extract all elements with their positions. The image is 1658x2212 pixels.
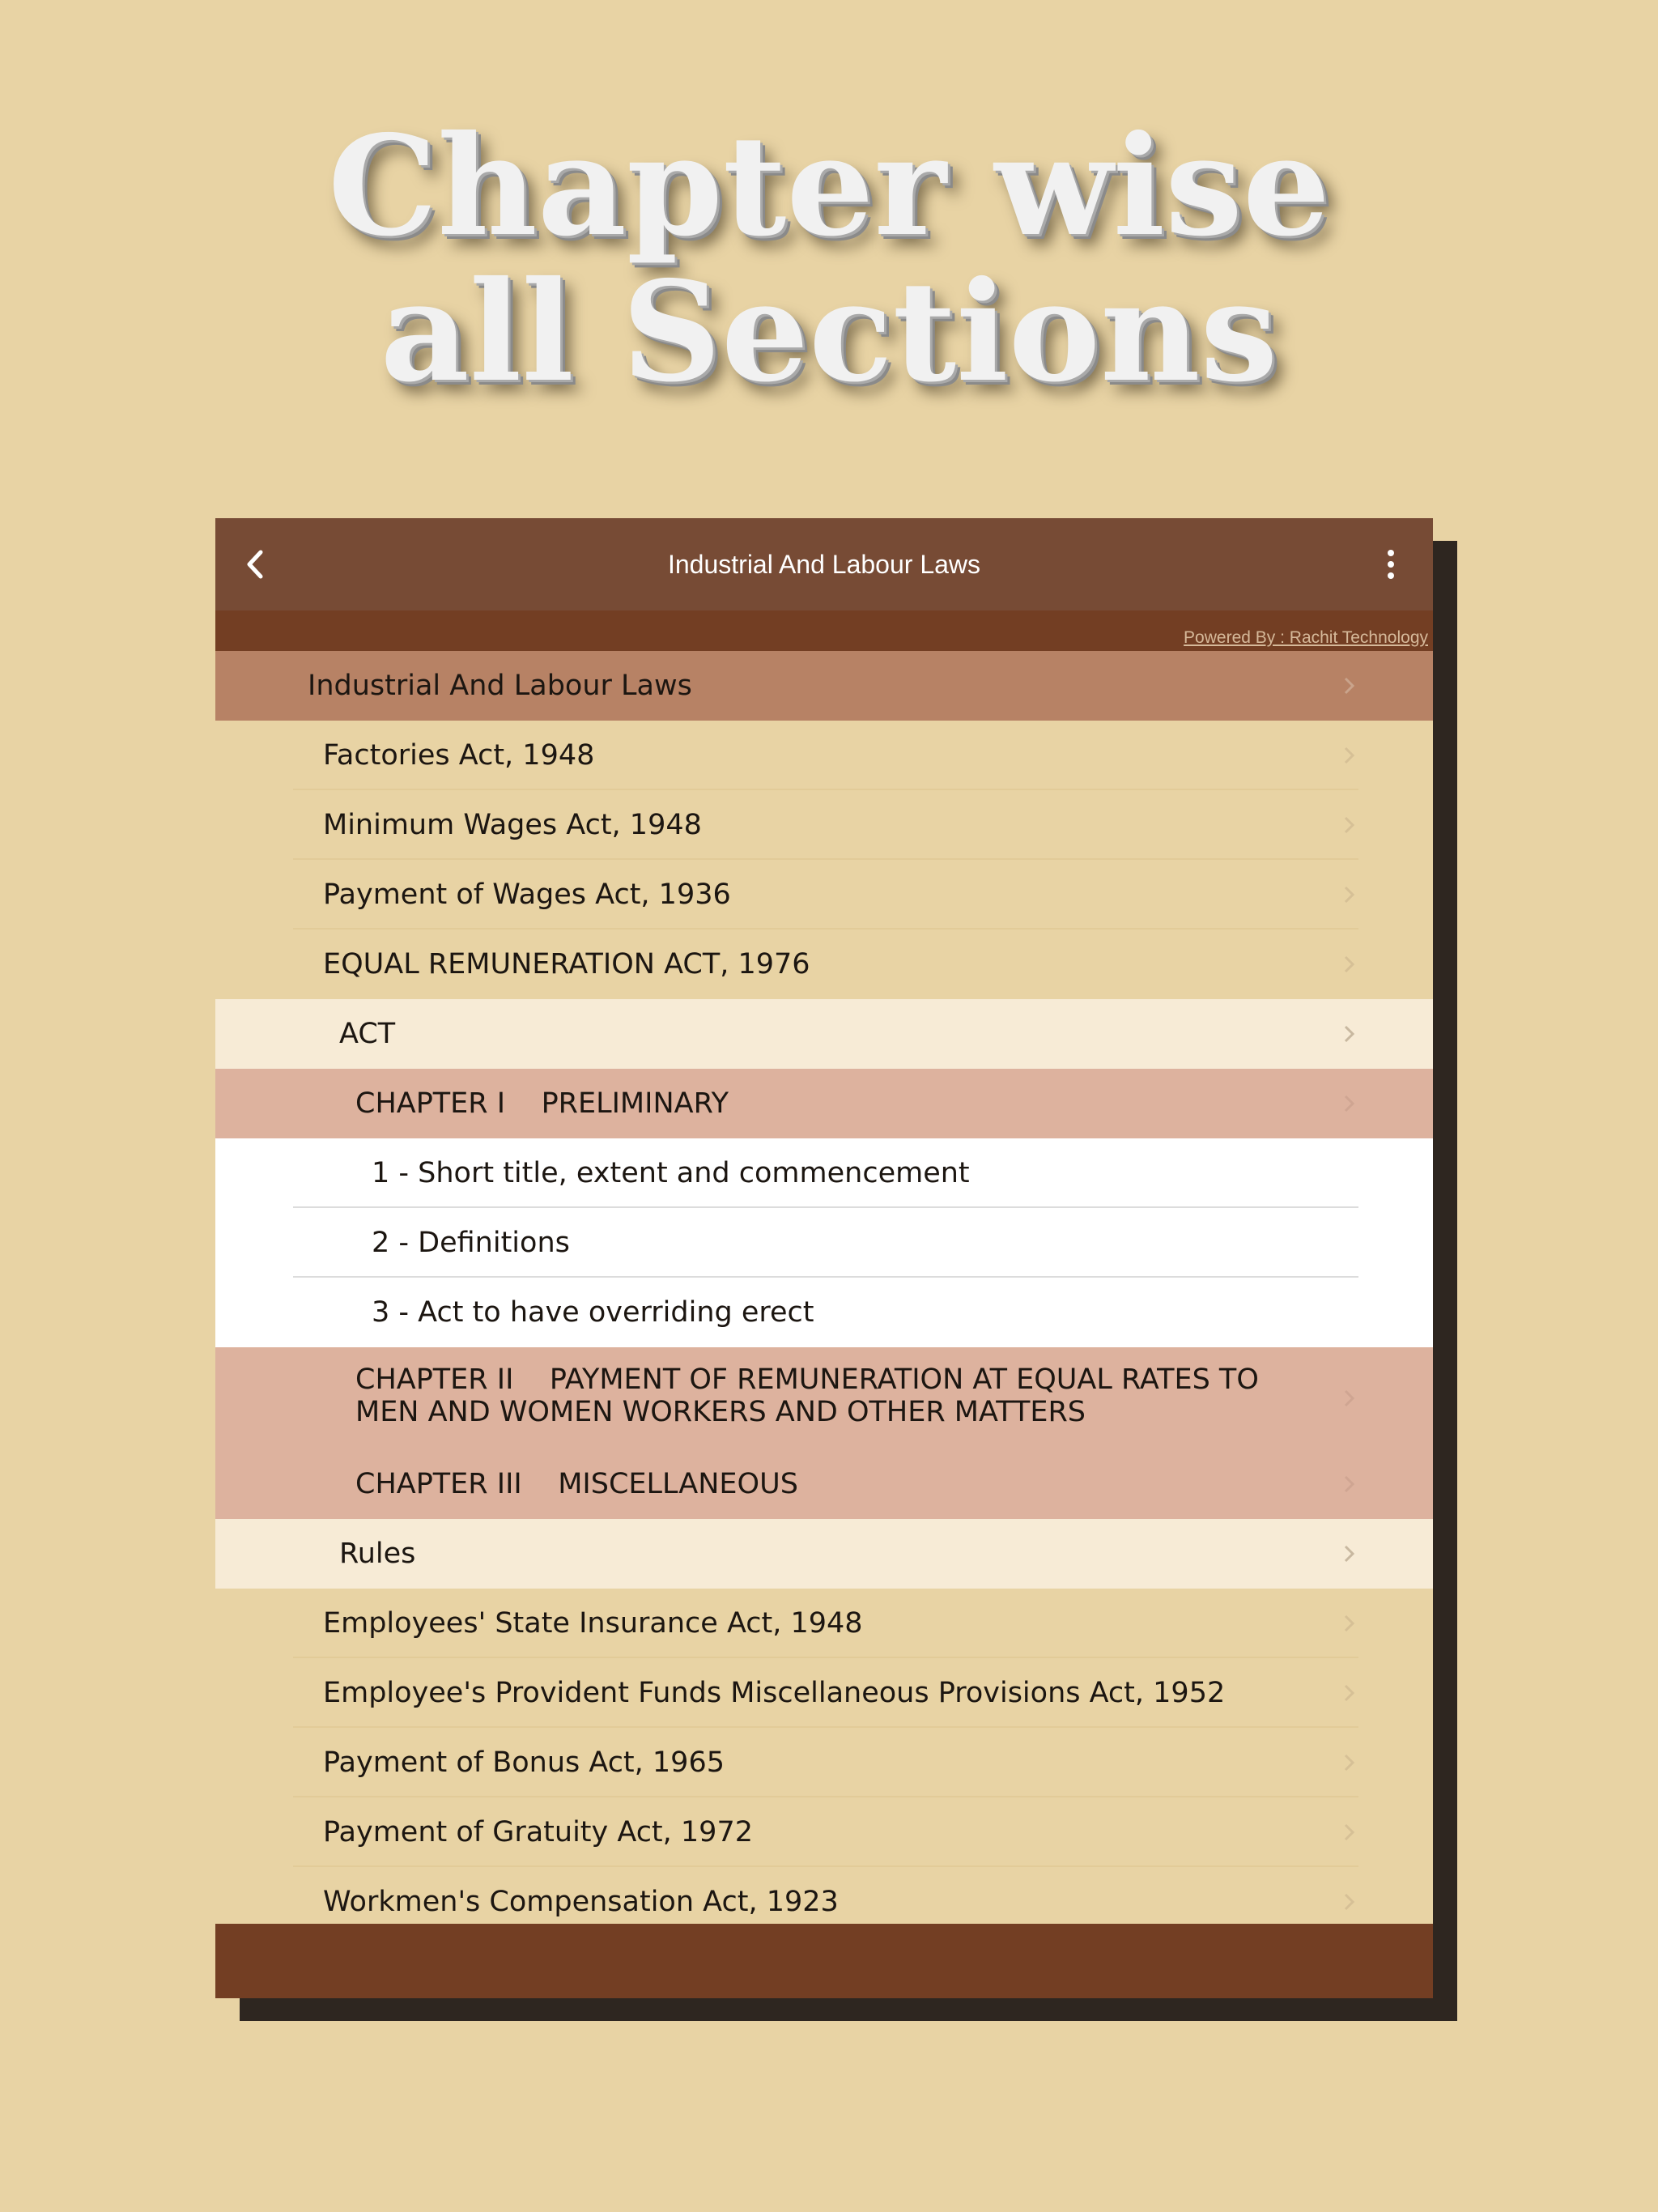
bottom-bar [215, 1924, 1433, 1998]
list-item-root[interactable] [215, 651, 1433, 721]
list-item[interactable] [215, 790, 1433, 860]
chevron-right-icon [1341, 675, 1357, 696]
list-item-label: 2 - Definitions [372, 1227, 570, 1259]
list-item-label: Minimum Wages Act, 1948 [323, 809, 702, 841]
list-item-label: CHAPTER III MISCELLANEOUS [355, 1468, 798, 1500]
chevron-right-icon [1341, 1822, 1357, 1843]
chevron-right-icon [1341, 1093, 1357, 1114]
chevron-right-icon [1341, 745, 1357, 766]
list-item-label: Employee's Provident Funds Miscellaneous Provisions Act, 1952 [323, 1677, 1226, 1709]
page-title: Industrial And Labour Laws [667, 550, 981, 579]
more-vertical-icon[interactable] [1383, 544, 1399, 585]
list-item-chapter-1[interactable] [215, 1069, 1433, 1138]
list-item[interactable] [215, 1658, 1433, 1728]
list-item-rules[interactable] [215, 1519, 1433, 1589]
chevron-right-icon [1341, 815, 1357, 836]
list-item-label: Payment of Bonus Act, 1965 [323, 1746, 725, 1779]
chevron-right-icon [1341, 1682, 1357, 1704]
list-item-label: CHAPTER I PRELIMINARY [355, 1087, 729, 1120]
chevron-right-icon [1341, 1613, 1357, 1634]
list-item[interactable] [215, 1797, 1433, 1867]
list-item-label: Workmen's Compensation Act, 1923 [323, 1886, 839, 1918]
list-item-label: Factories Act, 1948 [323, 739, 595, 772]
chevron-right-icon [1341, 1543, 1357, 1564]
list-item[interactable] [215, 860, 1433, 929]
chevron-right-icon [1341, 1891, 1357, 1912]
navigation-bar [215, 518, 1433, 610]
chevron-right-icon [1341, 1388, 1357, 1409]
list-item-label: CHAPTER II PAYMENT OF REMUNERATION AT EQUAL RATES TO MEN AND WOMEN WORKERS AND OTHER MATTERS [355, 1363, 1269, 1428]
list-item-label: Payment of Wages Act, 1936 [323, 878, 731, 911]
tree-list [215, 651, 1433, 1937]
list-item-section[interactable] [215, 1208, 1433, 1278]
chevron-right-icon [1341, 1023, 1357, 1044]
powered-by-bar [215, 610, 1433, 651]
app-screen [215, 518, 1433, 1998]
chevron-right-icon [1341, 884, 1357, 905]
hero-line-1: Chapter wise [327, 105, 1331, 267]
list-item-label: Industrial And Labour Laws [308, 670, 692, 702]
list-item-label: Payment of Gratuity Act, 1972 [323, 1816, 753, 1848]
chevron-right-icon [1341, 954, 1357, 975]
hero-line-2: all Sections [380, 251, 1278, 413]
list-item[interactable] [215, 1728, 1433, 1797]
list-item[interactable] [215, 721, 1433, 790]
hero-heading [0, 105, 1658, 413]
list-item-label: Employees' State Insurance Act, 1948 [323, 1607, 863, 1640]
chevron-right-icon [1341, 1474, 1357, 1495]
powered-by-link[interactable]: Powered By : Rachit Technology [1184, 628, 1428, 647]
list-item-act[interactable] [215, 999, 1433, 1069]
list-item-chapter-2[interactable] [215, 1347, 1433, 1449]
list-item-chapter-3[interactable] [215, 1449, 1433, 1519]
list-item-label: EQUAL REMUNERATION ACT, 1976 [323, 948, 810, 981]
list-item-label: 1 - Short title, extent and commencement [372, 1157, 970, 1189]
list-item[interactable] [215, 929, 1433, 999]
list-item-section[interactable] [215, 1278, 1433, 1347]
list-item-section[interactable] [215, 1138, 1433, 1208]
list-item-label: 3 - Act to have overriding erect [372, 1296, 814, 1329]
chevron-left-icon[interactable] [235, 542, 278, 586]
list-item-label: Rules [339, 1538, 416, 1570]
chevron-right-icon [1341, 1752, 1357, 1773]
list-item-label: ACT [339, 1018, 396, 1050]
list-item[interactable] [215, 1589, 1433, 1658]
